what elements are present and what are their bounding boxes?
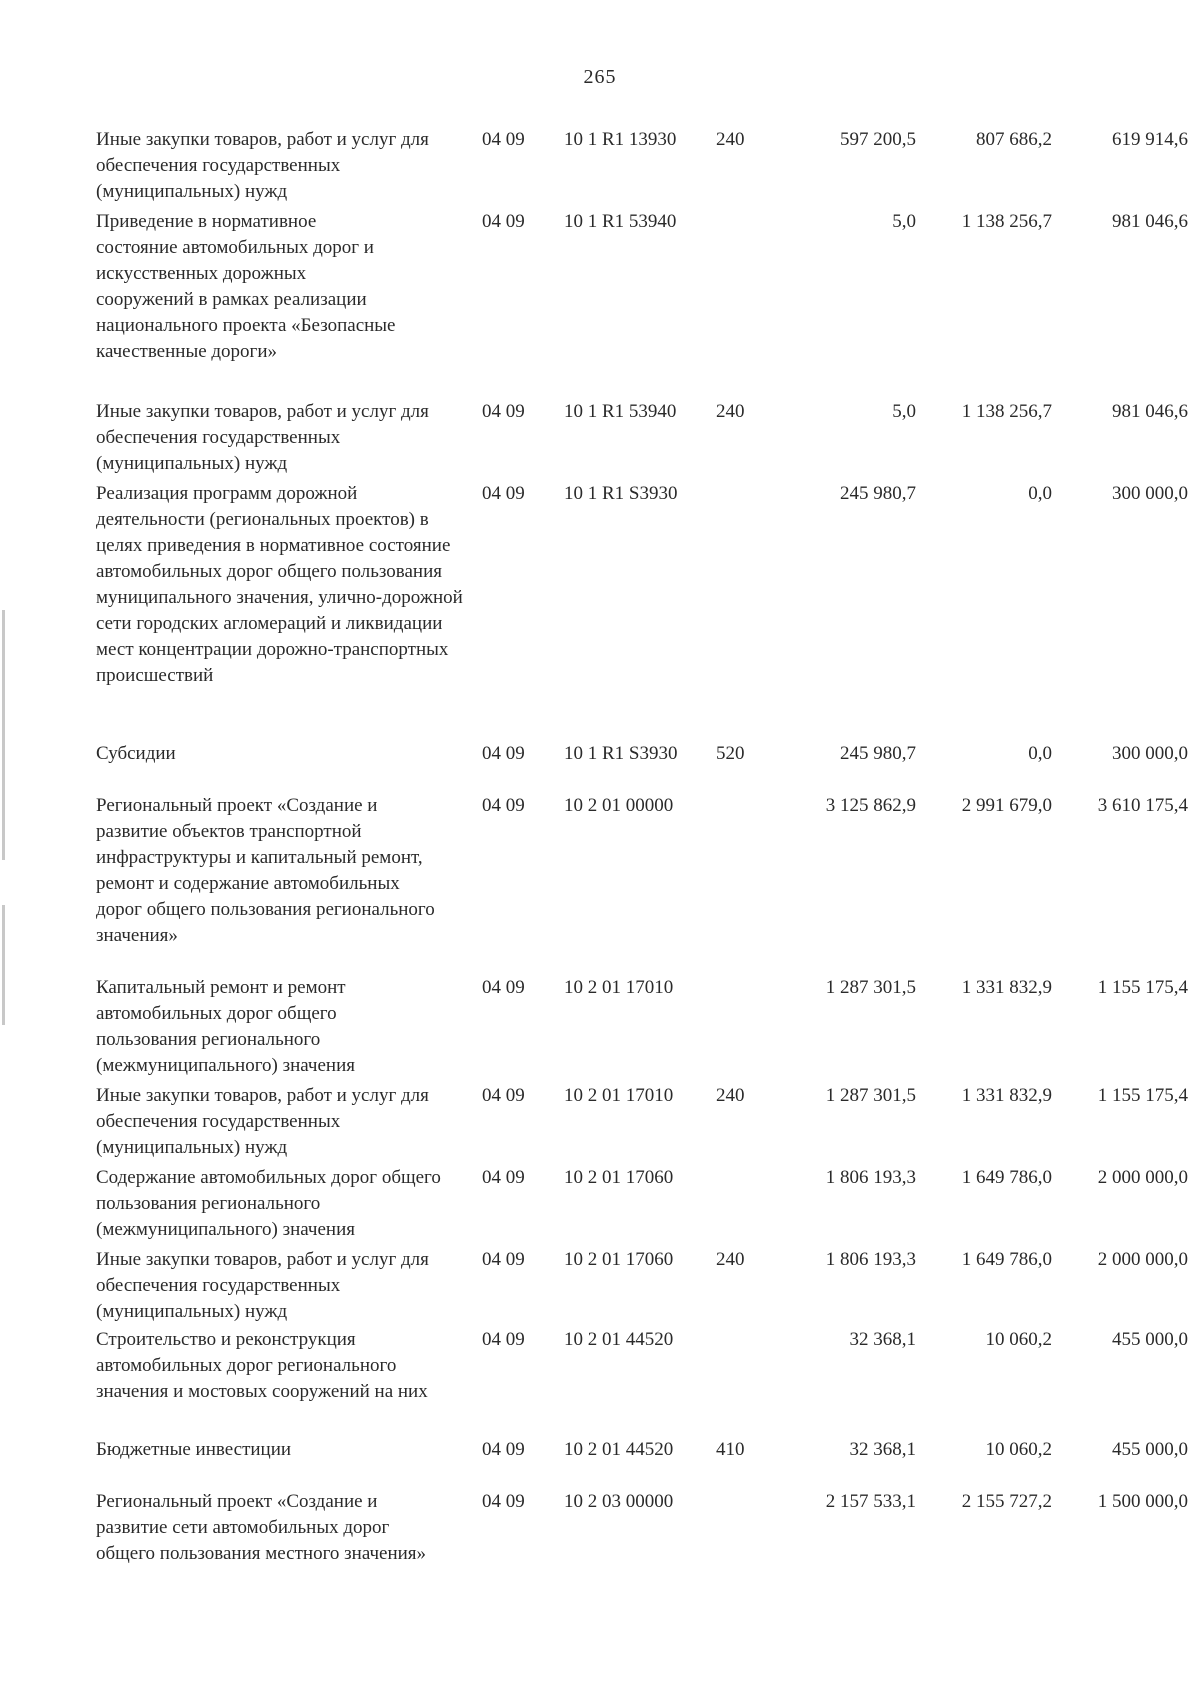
row-amount-year3: 1 155 175,4 bbox=[1097, 1085, 1188, 1106]
row-amount-year2: 1 331 832,9 bbox=[961, 977, 1052, 998]
table-row bbox=[96, 1437, 1188, 1463]
table-row bbox=[96, 1165, 1188, 1243]
row-amount-year3: 3 610 175,4 bbox=[1097, 795, 1188, 816]
row-name: Иные закупки товаров, работ и услуг для обеспечения государственных (муниципальных) нужд bbox=[96, 401, 429, 474]
row-name: Иные закупки товаров, работ и услуг для обеспечения государственных (муниципальных) нужд bbox=[96, 1249, 429, 1322]
row-name: Содержание автомобильных дорог общего пользования регионального (межмуниципального) значения bbox=[96, 1167, 441, 1240]
table-row bbox=[96, 793, 1188, 949]
row-target-code: 10 1 R1 53940 bbox=[564, 211, 677, 232]
row-amount-year3: 2 000 000,0 bbox=[1097, 1249, 1188, 1270]
row-amount-year2: 0,0 bbox=[1028, 483, 1052, 504]
row-amount-year2: 1 138 256,7 bbox=[961, 401, 1052, 422]
row-target-code: 10 2 03 00000 bbox=[564, 1491, 674, 1512]
table-row bbox=[96, 975, 1188, 1079]
row-section: 04 09 bbox=[482, 1167, 525, 1188]
row-name: Иные закупки товаров, работ и услуг для обеспечения государственных (муниципальных) нужд bbox=[96, 1085, 429, 1158]
row-section: 04 09 bbox=[482, 795, 525, 816]
row-amount-year2: 2 155 727,2 bbox=[961, 1491, 1052, 1512]
table-row bbox=[96, 1247, 1188, 1325]
table-row bbox=[96, 481, 1188, 689]
row-amount-year1: 1 287 301,5 bbox=[825, 977, 916, 998]
row-amount-year2: 10 060,2 bbox=[985, 1329, 1052, 1350]
row-name: Приведение в нормативное состояние автомобильных дорог и искусственных дорожных сооружений в рамках реализации национального проекта «Безопасные качественные дороги» bbox=[96, 211, 396, 362]
row-amount-year2: 1 138 256,7 bbox=[961, 211, 1052, 232]
row-expense-type: 240 bbox=[716, 129, 745, 150]
row-amount-year1: 5,0 bbox=[892, 211, 916, 232]
row-section: 04 09 bbox=[482, 1329, 525, 1350]
row-amount-year2: 1 649 786,0 bbox=[961, 1167, 1052, 1188]
row-amount-year1: 3 125 862,9 bbox=[825, 795, 916, 816]
row-expense-type: 410 bbox=[716, 1439, 745, 1460]
row-amount-year3: 619 914,6 bbox=[1112, 129, 1188, 150]
row-target-code: 10 1 R1 53940 bbox=[564, 401, 677, 422]
row-amount-year1: 597 200,5 bbox=[840, 129, 916, 150]
row-amount-year2: 1 331 832,9 bbox=[961, 1085, 1052, 1106]
row-target-code: 10 2 01 17060 bbox=[564, 1167, 674, 1188]
row-target-code: 10 2 01 17010 bbox=[564, 977, 674, 998]
row-amount-year1: 1 287 301,5 bbox=[825, 1085, 916, 1106]
table-row bbox=[96, 127, 1188, 205]
table-row bbox=[96, 209, 1188, 365]
row-section: 04 09 bbox=[482, 977, 525, 998]
row-amount-year1: 32 368,1 bbox=[849, 1329, 916, 1350]
scan-edge-mark bbox=[2, 905, 5, 1025]
row-target-code: 10 1 R1 S3930 bbox=[564, 483, 678, 504]
table-row bbox=[96, 741, 1188, 767]
row-amount-year3: 1 155 175,4 bbox=[1097, 977, 1188, 998]
row-name: Иные закупки товаров, работ и услуг для обеспечения государственных (муниципальных) нужд bbox=[96, 129, 429, 202]
row-amount-year1: 1 806 193,3 bbox=[825, 1167, 916, 1188]
table-row bbox=[96, 399, 1188, 477]
row-amount-year1: 245 980,7 bbox=[840, 743, 916, 764]
table-row bbox=[96, 1327, 1188, 1405]
row-amount-year3: 455 000,0 bbox=[1112, 1439, 1188, 1460]
row-amount-year1: 2 157 533,1 bbox=[825, 1491, 916, 1512]
scan-edge-mark bbox=[2, 610, 5, 860]
row-amount-year2: 2 991 679,0 bbox=[961, 795, 1052, 816]
row-amount-year3: 981 046,6 bbox=[1112, 401, 1188, 422]
row-section: 04 09 bbox=[482, 211, 525, 232]
row-section: 04 09 bbox=[482, 401, 525, 422]
row-section: 04 09 bbox=[482, 1249, 525, 1270]
table-row bbox=[96, 1083, 1188, 1161]
row-amount-year3: 455 000,0 bbox=[1112, 1329, 1188, 1350]
row-expense-type: 240 bbox=[716, 1085, 745, 1106]
row-name: Региональный проект «Создание и развитие сети автомобильных дорог общего пользования местного значения» bbox=[96, 1491, 427, 1564]
row-name: Капитальный ремонт и ремонт автомобильных дорог общего пользования регионального (межмуниципального) значения bbox=[96, 977, 355, 1076]
row-amount-year1: 245 980,7 bbox=[840, 483, 916, 504]
row-target-code: 10 2 01 44520 bbox=[564, 1439, 674, 1460]
row-amount-year1: 5,0 bbox=[892, 401, 916, 422]
row-target-code: 10 1 R1 S3930 bbox=[564, 743, 678, 764]
row-name: Субсидии bbox=[96, 743, 176, 764]
row-amount-year1: 32 368,1 bbox=[849, 1439, 916, 1460]
row-section: 04 09 bbox=[482, 483, 525, 504]
row-target-code: 10 2 01 00000 bbox=[564, 795, 674, 816]
row-target-code: 10 1 R1 13930 bbox=[564, 129, 677, 150]
row-name: Строительство и реконструкция автомобильных дорог регионального значения и мостовых сооружений на них bbox=[96, 1329, 428, 1402]
row-section: 04 09 bbox=[482, 743, 525, 764]
row-amount-year3: 300 000,0 bbox=[1112, 483, 1188, 504]
row-name: Региональный проект «Создание и развитие объектов транспортной инфраструктуры и капитальный ремонт, ремонт и содержание автомобильных дорог общего пользования регионального значения» bbox=[96, 795, 435, 946]
row-target-code: 10 2 01 17060 bbox=[564, 1249, 674, 1270]
row-section: 04 09 bbox=[482, 1085, 525, 1106]
row-name: Бюджетные инвестиции bbox=[96, 1439, 292, 1460]
row-amount-year2: 807 686,2 bbox=[976, 129, 1052, 150]
row-amount-year2: 10 060,2 bbox=[985, 1439, 1052, 1460]
row-target-code: 10 2 01 17010 bbox=[564, 1085, 674, 1106]
row-amount-year2: 0,0 bbox=[1028, 743, 1052, 764]
row-section: 04 09 bbox=[482, 1491, 525, 1512]
row-amount-year3: 2 000 000,0 bbox=[1097, 1167, 1188, 1188]
row-section: 04 09 bbox=[482, 1439, 525, 1460]
table-row bbox=[96, 1489, 1188, 1567]
row-amount-year3: 300 000,0 bbox=[1112, 743, 1188, 764]
row-amount-year3: 981 046,6 bbox=[1112, 211, 1188, 232]
row-name: Реализация программ дорожной деятельности (региональных проектов) в целях приведения в нормативное состояние автомобильных дорог общего пользования муниципального значения, улично-дорожной сети городских агломераций и ликвидации мест концентрации дорожно-транспортных происшествий bbox=[96, 483, 463, 686]
row-amount-year1: 1 806 193,3 bbox=[825, 1249, 916, 1270]
row-amount-year3: 1 500 000,0 bbox=[1097, 1491, 1188, 1512]
page-number: 265 bbox=[583, 66, 617, 88]
row-expense-type: 240 bbox=[716, 1249, 745, 1270]
row-section: 04 09 bbox=[482, 129, 525, 150]
row-expense-type: 520 bbox=[716, 743, 745, 764]
row-target-code: 10 2 01 44520 bbox=[564, 1329, 674, 1350]
row-amount-year2: 1 649 786,0 bbox=[961, 1249, 1052, 1270]
row-expense-type: 240 bbox=[716, 401, 745, 422]
